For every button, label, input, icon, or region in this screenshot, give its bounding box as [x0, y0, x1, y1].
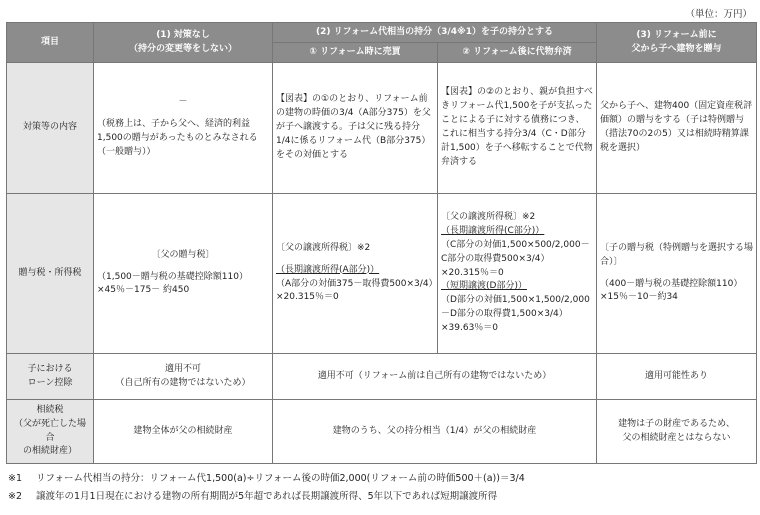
row-loan-col2: 適用不可（リフォーム前は自己所有の建物ではないため）: [273, 354, 597, 400]
inheritance-col3-line1: 建物は子の財産であるため、: [618, 418, 735, 429]
row-measures-col1: [94, 63, 273, 194]
row-loan: [7, 354, 757, 400]
row-measures-label: 対策等の内容: [7, 63, 94, 194]
footnote-2-text: 譲渡年の1月1日現在における建物の所有期間が5年超であれば長期譲渡所得、5年以下であれば短期譲渡所得: [36, 491, 498, 503]
comparison-table: [6, 22, 757, 464]
row-inheritance: [7, 400, 757, 464]
header-col2b: ② リフォーム後に代物弁済: [438, 43, 597, 63]
row-measures-col3: 父から子へ、建物400（固定資産税評価額）の贈与をする（子は特例贈与（措法70の2の5）又は相続時精算課税を選択）: [597, 63, 757, 194]
header-col2-group: (2) リフォーム代相当の持分（3/4※1）を子の持分とする: [273, 23, 597, 43]
header-col3-line1: (3) リフォーム前に: [636, 29, 717, 40]
row-measures-col2b: 【図表】の②のとおり、親が負担すべきリフォーム代1,500を子が支払ったことによる子に対する債務につき、これに相当する持分3/4（C・D部分 計1,500）を子へ移転することで代物弁済する: [438, 63, 597, 194]
row-gift-col3: [597, 194, 757, 354]
row-gift-income-tax: [7, 194, 757, 354]
footnote-2-mark: ※2: [8, 491, 23, 503]
gift-col2b-calc1: （C部分の対価1,500×500/2,000－C部分の取得費500×3/4）×20.315％＝0: [441, 239, 590, 278]
inheritance-col3-line2: 父の相続財産とはならない: [622, 432, 731, 443]
header-col3: [597, 23, 757, 63]
header-col2a: ① リフォーム時に売買: [273, 43, 438, 63]
footnote-1-mark: ※1: [8, 473, 23, 484]
gift-col2b-calc2: （D部分の対価1,500×1,500/2,000－D部分の取得費1,500×3/4）×39.63％＝0: [441, 295, 590, 334]
gift-col2a-calc: （A部分の対価375－取得費500×3/4）×20.315％＝0: [276, 278, 434, 303]
loan-label-line2: ローン控除: [27, 377, 73, 388]
gift-col2b-sub1: （長期譲渡所得(C部分)）: [441, 225, 545, 236]
header-row-1: [7, 23, 757, 43]
row-gift-col2a: [273, 194, 438, 354]
gift-col3-calc: （400－贈与税の基礎控除額110）×15％－10－約34: [600, 278, 743, 303]
row-inheritance-col1: 建物全体が父の相続財産: [94, 400, 273, 464]
unit-label: （単位：万円）: [685, 9, 752, 20]
header-col1-line1: (1) 対策なし: [156, 29, 210, 40]
row-inheritance-col2: 建物のうち、父の持分相当（1/4）が父の相続財産: [273, 400, 597, 464]
header-item: 項目: [7, 23, 94, 63]
gift-col2b-title: 〔父の譲渡所得税〕※2: [441, 211, 536, 222]
gift-col1-title: 〔父の贈与税〕: [151, 249, 215, 260]
row-measures-col2a: 【図表】の①のとおり、リフォーム前の建物の時価の3/4（A部分375）を父が子へ譲渡する。子は父に残る持分1/4に係るリフォーム代（B部分375）をその対価とする: [273, 63, 438, 194]
loan-col1-line2: （自己所有の建物ではないため）: [115, 377, 251, 388]
loan-col1-line1: 適用不可: [164, 363, 201, 374]
header-col1: [94, 23, 273, 63]
footnote-2: [8, 488, 525, 506]
row-loan-col1: [94, 354, 273, 400]
row-loan-col3: 適用可能性あり: [597, 354, 757, 400]
row-inheritance-col3: [597, 400, 757, 464]
row-gift-col2b: [438, 194, 597, 354]
gift-col1-calc: （1,500－贈与税の基礎控除額110）×45％－175－ 約450: [97, 271, 248, 296]
inheritance-label-line1: 相続税: [36, 404, 64, 415]
footnote-1-text: リフォーム代相当の持分：リフォーム代1,500(a)÷リフォーム後の時価2,000(リフォーム前の時価500＋(a))＝3/4: [36, 473, 525, 484]
gift-col2b-sub2: （短期譲渡(D部分)）: [441, 281, 527, 292]
footnotes: [8, 470, 525, 506]
measures-col1-dash: －: [178, 97, 188, 108]
footnote-1: [8, 470, 525, 488]
gift-col2a-title: 〔父の譲渡所得税〕※2: [276, 242, 371, 253]
row-gift-col1: [94, 194, 273, 354]
inheritance-label-line2: （父が死亡した場合: [13, 418, 86, 443]
row-measures: [7, 63, 757, 194]
row-gift-label: 贈与税・所得税: [7, 194, 94, 354]
gift-col2a-sub: （長期譲渡所得(A部分)）: [276, 264, 380, 275]
loan-label-line1: 子における: [27, 363, 73, 374]
header-col1-line2: （持分の変更等をしない）: [128, 43, 237, 54]
gift-col3-title: 〔子の贈与税（特例贈与を選択する場合）〕: [600, 242, 754, 267]
inheritance-label-line3: の相続財産）: [22, 446, 77, 457]
measures-col1-text: （税務上は、子から父へ、経済的利益1,500の贈与があったものとみなされる（一般贈与））: [97, 119, 258, 157]
header-col3-line2: 父から子へ建物を贈与: [631, 43, 722, 54]
row-inheritance-label: [7, 400, 94, 464]
row-loan-label: [7, 354, 94, 400]
